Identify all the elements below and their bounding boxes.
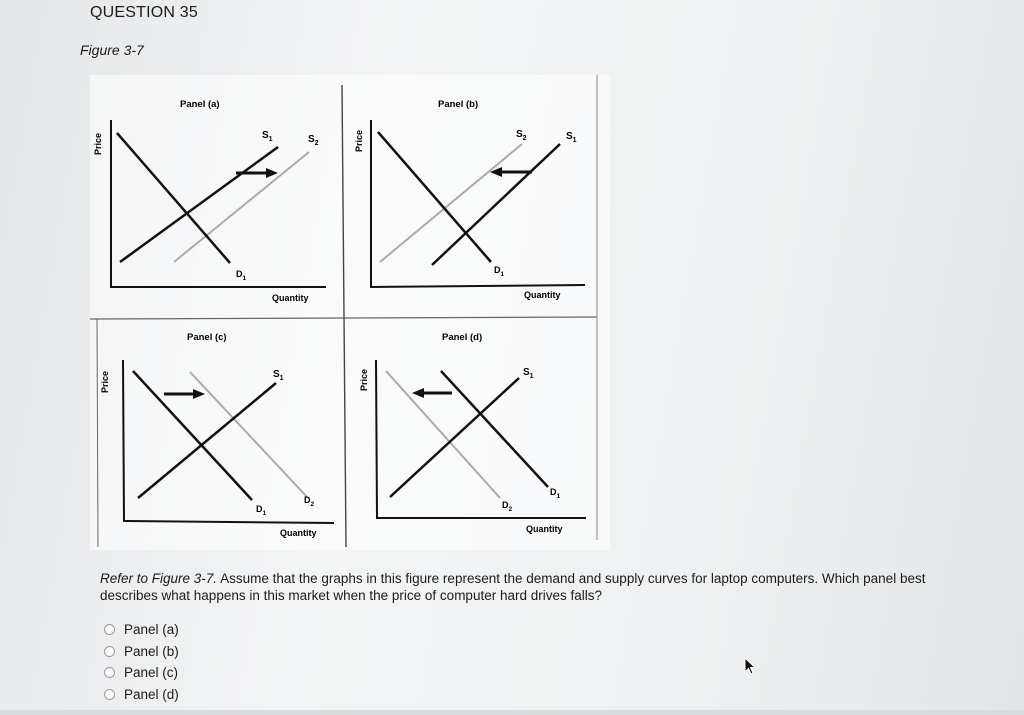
question-title: QUESTION 35 [90, 4, 199, 21]
panel-d-label-3: $D_1$ [550, 487, 561, 500]
option-label: Panel (d) [124, 686, 179, 702]
panel-c-title: Panel (c) [187, 332, 227, 343]
panel-b-quantity-label: Quantity [524, 290, 561, 300]
radio-button[interactable] [104, 646, 115, 657]
figure-reference: Refer to Figure 3-7. [100, 571, 218, 586]
panel-d-label-1: $S_1$ [523, 367, 534, 380]
option-label: Panel (b) [124, 643, 179, 659]
option-label: Panel (c) [124, 665, 179, 681]
radio-button[interactable] [104, 667, 115, 678]
panel-b-price-label: Price [354, 129, 364, 152]
panel-a-label-3: $D_1$ [236, 269, 247, 282]
bottom-edge [0, 710, 1024, 715]
panel-d-price-label: Price [359, 368, 369, 391]
option-panel-c[interactable] [104, 662, 179, 684]
panel-c-label-2: $D_1$ [256, 504, 267, 517]
panel-b-label-3: $D_1$ [494, 265, 505, 278]
panel-a-label-1: $S_1$ [262, 130, 273, 143]
option-panel-a[interactable] [104, 619, 179, 641]
radio-button[interactable] [104, 624, 115, 635]
panel-b-title: Panel (b) [438, 99, 479, 110]
panel-a-label-2: $S_2$ [308, 134, 319, 147]
figure-title: Figure 3-7 [80, 42, 144, 58]
panel-d-title: Panel (d) [442, 332, 483, 343]
panel-a-quantity-label: Quantity [272, 293, 309, 303]
question-prompt [100, 570, 980, 604]
answer-options [104, 619, 179, 705]
panel-b-label-2: $S_1$ [566, 131, 577, 144]
question-text: Assume that the graphs in this figure represent the demand and supply curves for laptop computers. Which panel best describes what happens in this market when the price of computer hard drives falls? [100, 571, 926, 603]
panel-c-label-1: $S_1$ [273, 369, 284, 382]
mouse-pointer-icon [744, 657, 758, 677]
figure-3-7 [90, 75, 610, 550]
panel-a-title: Panel (a) [180, 99, 220, 110]
panel-c-price-label: Price [100, 370, 110, 393]
panel-c-quantity-label: Quantity [280, 528, 317, 538]
option-panel-d[interactable] [104, 684, 179, 706]
panel-c-label-3: $D_2$ [304, 495, 315, 508]
panel-d-label-2: $D_2$ [502, 500, 513, 513]
panel-d-quantity-label: Quantity [526, 524, 563, 534]
option-panel-b[interactable] [104, 641, 179, 663]
option-label: Panel (a) [124, 622, 179, 638]
panel-a-price-label: Price [93, 132, 103, 155]
panel-b-label-1: $S_2$ [516, 129, 527, 142]
radio-button[interactable] [104, 689, 115, 700]
